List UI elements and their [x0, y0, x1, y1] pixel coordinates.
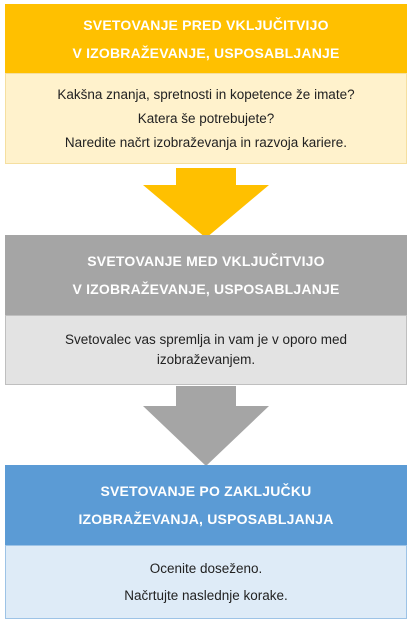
stage-3-body [5, 545, 407, 619]
stage-3-header [5, 465, 407, 545]
down-arrow-2-shape [143, 386, 269, 466]
stage-3-body-line-2: Načrtujte naslednje korake. [124, 588, 288, 603]
stage-1-body [5, 73, 407, 164]
stage-1-body-line-3: Naredite načrt izobraževanja in razvoja kariere. [64, 134, 348, 150]
stage-3-title-line-1: SVETOVANJE PO ZAKLJUČKU [100, 483, 312, 499]
stage-2-body-line-2: izobraževanjem. [156, 352, 256, 367]
stage-2-title-line-1: SVETOVANJE MED VKLJUČITVIJO [87, 253, 325, 269]
down-arrow-2 [0, 380, 412, 470]
down-arrow-1-shape [143, 168, 269, 238]
stage-3-title-line-2: IZOBRAŽEVANJA, USPOSABLJANJA [78, 511, 334, 527]
stage-3-body-line-1: Ocenite doseženo. [149, 561, 263, 576]
stage-1-header [5, 4, 407, 73]
stage-1-title-line-2: V IZOBRAŽEVANJE, USPOSABLJANJE [72, 44, 340, 61]
stage-1-body-line-1: Kakšna znanja, spretnosti in kopetence že imate? [57, 86, 355, 102]
stage-2-body [5, 315, 407, 385]
stage-2-title-line-2: V IZOBRAŽEVANJE, USPOSABLJANJE [72, 281, 340, 297]
stage-2-body-line-1: Svetovalec vas spremlja in vam je v oporo med [64, 332, 348, 347]
stage-2-header [5, 235, 407, 315]
stage-1-title-line-1: SVETOVANJE PRED VKLJUČITVIJO [83, 16, 329, 33]
stage-1-body-line-2: Katera še potrebujete? [137, 110, 275, 126]
down-arrow-1 [0, 160, 412, 240]
